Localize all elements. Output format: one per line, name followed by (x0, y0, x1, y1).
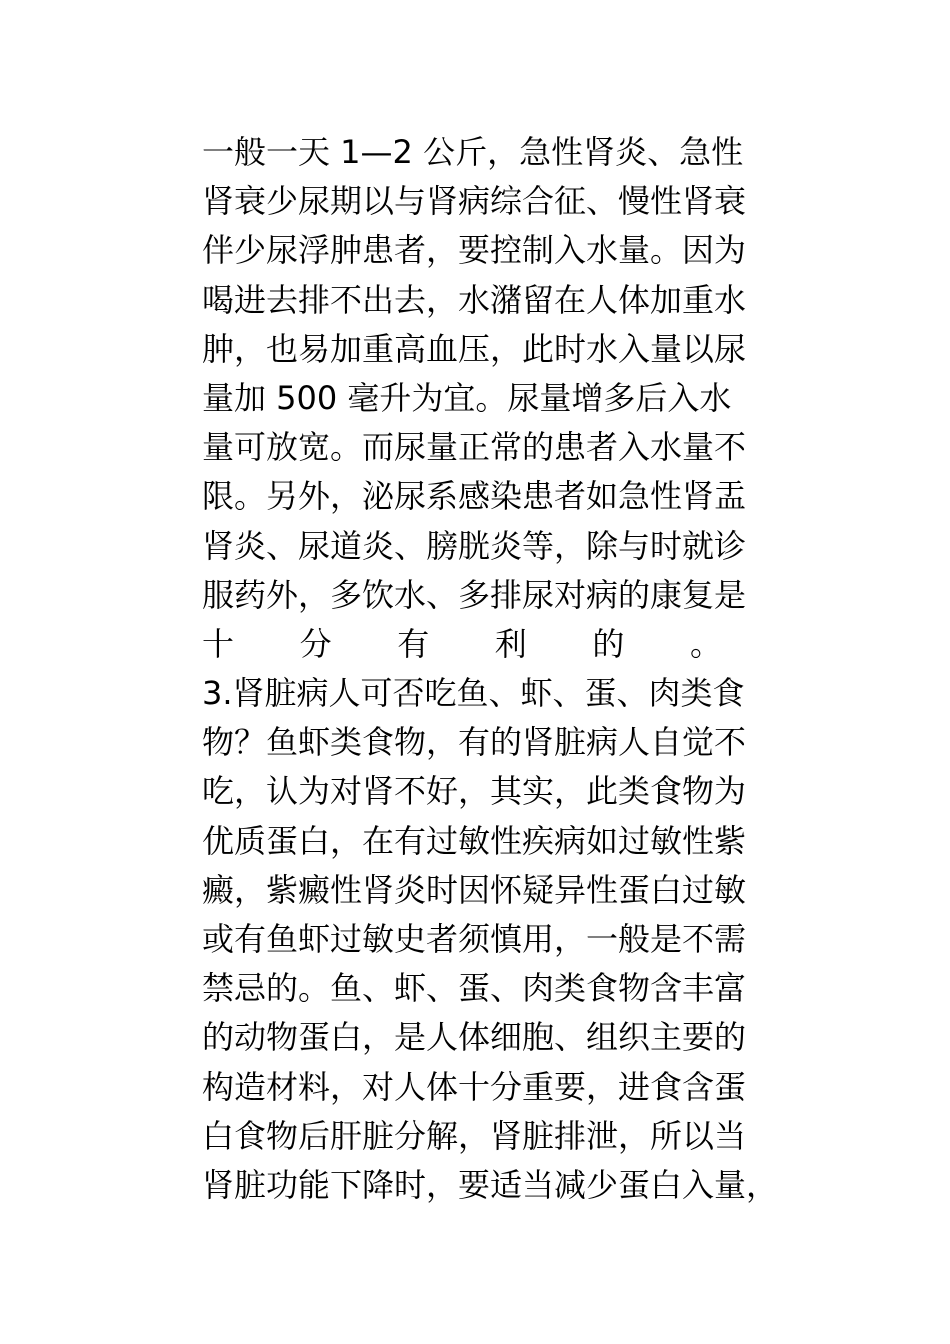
text-line: 3.肾脏病人可否吃鱼、虾、蛋、肉类食 (202, 674, 745, 713)
text-line: 肾炎、尿道炎、膀胱炎等，除与时就诊 (202, 526, 747, 565)
text-line: 肿，也易加重高血压，此时水入量以尿 (202, 329, 747, 368)
text-line: 白食物后肝脏分解，肾脏排泄，所以当 (202, 1116, 747, 1155)
justified-char: 分 (299, 624, 332, 663)
justified-char: 十 (202, 624, 235, 663)
justified-char: 。 (689, 624, 722, 663)
text-line: 限。另外，泌尿系感染患者如急性肾盂 (202, 477, 747, 516)
text-line: 物？鱼虾类食物，有的肾脏病人自觉不 (202, 723, 747, 762)
text-line: 一般一天 1—2 公斤，急性肾炎、急性 (202, 133, 744, 171)
justified-char: 利 (494, 624, 527, 663)
text-line: 伴少尿浮肿患者，要控制入水量。因为 (202, 231, 747, 270)
text-line: 构造材料，对人体十分重要，进食含蛋 (202, 1067, 747, 1106)
text-line: 量加 500 毫升为宜。尿量增多后入水 (202, 378, 732, 417)
text-line: 喝进去排不出去，水潴留在人体加重水 (202, 280, 747, 319)
text-line: 的动物蛋白，是人体细胞、组织主要的 (202, 1018, 747, 1057)
text-line: 肾脏功能下降时，要适当减少蛋白入量， (202, 1165, 779, 1204)
text-line: 量可放宽。而尿量正常的患者入水量不 (202, 428, 747, 467)
text-line: 禁忌的。鱼、虾、蛋、肉类食物含丰富 (202, 969, 747, 1008)
justified-char: 有 (397, 624, 430, 663)
text-line: 或有鱼虾过敏史者须慎用，一般是不需 (202, 920, 747, 958)
text-line: 优质蛋白，在有过敏性疾病如过敏性紫 (202, 821, 747, 860)
text-line: 吃，认为对肾不好，其实，此类食物为 (202, 772, 747, 811)
justified-char: 的 (592, 624, 625, 663)
body-text (202, 128, 812, 1210)
text-line: 肾衰少尿期以与肾病综合征、慢性肾衰 (202, 182, 747, 221)
text-line: 癜，紫癜性肾炎时因怀疑异性蛋白过敏 (202, 870, 747, 909)
text-line: 服药外，多饮水、多排尿对病的康复是 (202, 575, 747, 614)
justified-line (202, 620, 722, 669)
